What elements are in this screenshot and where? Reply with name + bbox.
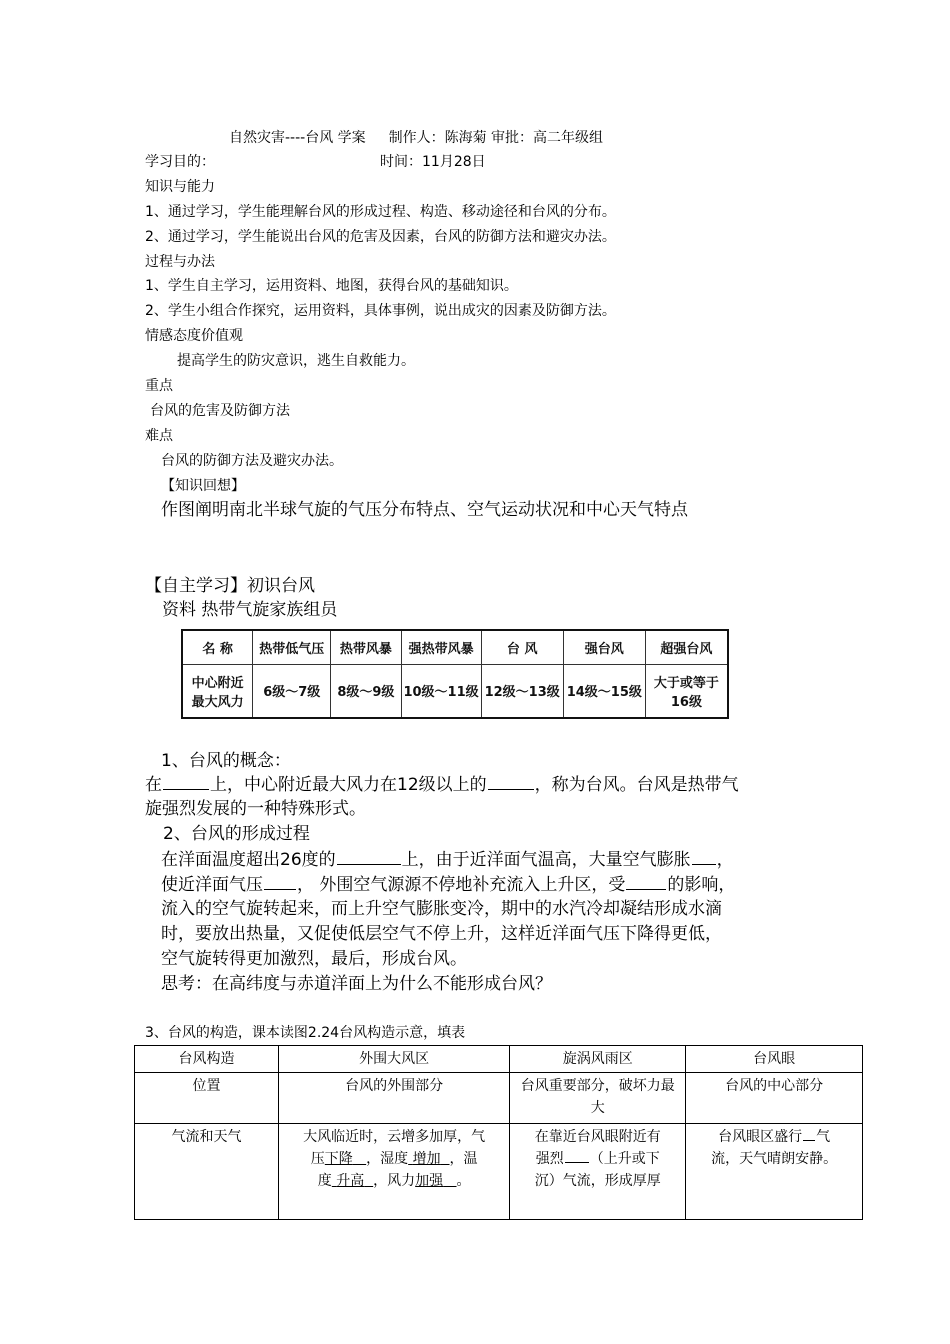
knowledge-item-2: 2、通过学习，学生能说出台风的危害及因素，台风的防御方法和避灾办法。 <box>145 229 616 245</box>
knowledge-title: 知识与能力 <box>145 179 215 195</box>
fill-blank[interactable] <box>337 847 401 865</box>
process-item-2: 2、学生小组合作探究，运用资料，具体事例，说出成灾的因素及防御方法。 <box>145 303 616 319</box>
formation-line-5: 空气旋转得更加激烈，最后，形成台风。 <box>161 949 467 969</box>
structure-cell: 大风临近时，云增多加厚，气 压下降 ，湿度 增加 ，温 度 升高 ，风力加强 。 <box>278 1124 509 1220</box>
formation-title: 2、台风的形成过程 <box>163 824 310 844</box>
formation-think: 思考：在高纬度与赤道洋面上为什么不能形成台风？ <box>161 974 552 994</box>
table-header-cell: 名 称 <box>182 630 253 664</box>
key-title: 重点 <box>145 378 173 394</box>
review-title: 【知识回想】 <box>161 478 245 494</box>
fill-blank[interactable] <box>488 772 534 790</box>
structure-title: 3、台风的构造，课本读图2.24台风构造示意，填表 <box>145 1025 466 1041</box>
fill-blank[interactable] <box>264 872 296 890</box>
table-header-cell: 强台风 <box>563 630 645 664</box>
formation-line-2: 使近洋面气压 ， 外围空气源源不停地补充流入上升区，受 的影响， <box>161 872 735 897</box>
table-header-cell: 热带低气压 <box>253 630 331 664</box>
structure-header-cell: 外围大风区 <box>278 1046 509 1073</box>
difficult-title: 难点 <box>145 428 173 444</box>
table-value-cell: 6级～7级 <box>253 664 331 718</box>
filled-answer: 加强 <box>415 1173 444 1189</box>
emotion-title: 情感态度价值观 <box>145 328 243 344</box>
process-item-1: 1、学生自主学习，运用资料、地图，获得台风的基础知识。 <box>145 278 518 294</box>
structure-cell: 位置 <box>135 1073 279 1124</box>
formation-line-3: 流入的空气旋转起来，而上升空气膨胀变冷，期中的水汽冷却凝结形成水滴 <box>161 899 722 919</box>
structure-cell: 台风的中心部分 <box>686 1073 863 1124</box>
doc-time: 时间：11月28日 <box>380 154 486 170</box>
fill-blank[interactable] <box>692 847 716 865</box>
typhoon-structure-table <box>134 1045 863 1220</box>
fill-blank[interactable] <box>163 772 209 790</box>
table-value-cell: 14级～15级 <box>563 664 645 718</box>
table-value-cell: 8级～9级 <box>331 664 401 718</box>
doc-author: 制作人：陈海菊 审批：高二年级组 <box>388 130 604 146</box>
fill-blank[interactable] <box>626 872 666 890</box>
table-value-cell: 大于或等于 16级 <box>645 664 728 718</box>
tropical-cyclone-table <box>181 629 729 719</box>
fill-blank[interactable] <box>565 1148 589 1163</box>
table-value-cell: 10级～11级 <box>401 664 481 718</box>
structure-header-cell: 台风眼 <box>686 1046 863 1073</box>
structure-cell: 在靠近台风眼附近有 强烈 （上升或下 沉）气流，形成厚厚 <box>510 1124 686 1220</box>
table-row-label: 中心附近 最大风力 <box>182 664 253 718</box>
table-header-cell: 强热带风暴 <box>401 630 481 664</box>
key-item-1: 台风的危害及防御方法 <box>150 403 290 419</box>
concept-line-2: 旋强烈发展的一种特殊形式。 <box>145 799 366 819</box>
filled-answer: 下降 <box>324 1151 353 1167</box>
doc-title: 自然灾害----台风 学案 <box>229 130 366 146</box>
process-title: 过程与办法 <box>145 254 215 270</box>
doc-title-line <box>229 128 603 148</box>
table-value-cell: 12级～13级 <box>481 664 563 718</box>
structure-cell: 台风重要部分，破坏力最大 <box>510 1073 686 1124</box>
structure-header-cell: 旋涡风雨区 <box>510 1046 686 1073</box>
emotion-item-1: 提高学生的防灾意识，逃生自救能力。 <box>177 353 415 369</box>
structure-cell: 台风的外围部分 <box>278 1073 509 1124</box>
structure-header-cell: 台风构造 <box>135 1046 279 1073</box>
material-title: 资料 热带气旋家族组员 <box>162 600 338 620</box>
table-header-cell: 热带风暴 <box>331 630 401 664</box>
formation-line-4: 时，要放出热量，又促使低层空气不停上升，这样近洋面气压下降得更低， <box>161 924 722 944</box>
table-header-cell: 超强台风 <box>645 630 728 664</box>
review-text: 作图阐明南北半球气旋的气压分布特点、空气运动状况和中心天气特点 <box>161 500 688 520</box>
self-study-title: 【自主学习】初识台风 <box>145 576 315 596</box>
filled-answer: 升高 <box>336 1173 365 1189</box>
goal-label: 学习目的： <box>145 154 215 170</box>
formation-line-1: 在洋面温度超出26度的 上，由于近洋面气温高，大量空气膨胀 ， <box>161 847 734 872</box>
difficult-item-1: 台风的防御方法及避灾办法。 <box>161 453 343 469</box>
table-header-cell: 台 风 <box>481 630 563 664</box>
structure-cell: 台风眼区盛行 气 流，天气晴朗安静。 <box>686 1124 863 1220</box>
structure-cell: 气流和天气 <box>135 1124 279 1220</box>
filled-answer: 增加 <box>412 1151 441 1167</box>
concept-title: 1、台风的概念： <box>161 751 291 771</box>
knowledge-item-1: 1、通过学习，学生能理解台风的形成过程、构造、移动途径和台风的分布。 <box>145 204 616 220</box>
concept-line-1: 在 上，中心附近最大风力在12级以上的 ，称为台风。台风是热带气 <box>145 772 739 797</box>
fill-blank[interactable] <box>803 1126 815 1141</box>
